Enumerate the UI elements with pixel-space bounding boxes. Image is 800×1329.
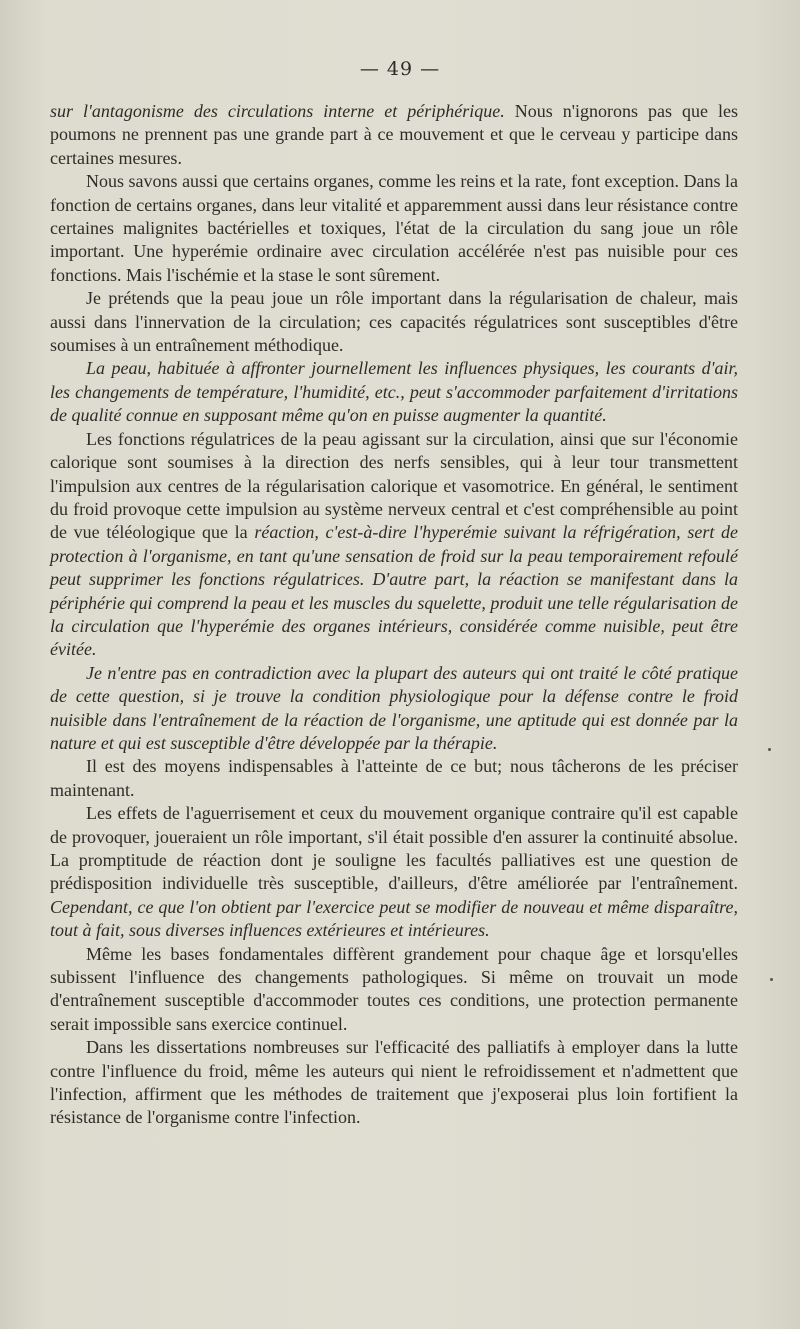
paragraph-1-text: Nous n'ignorons pas que les poumons ne prennent pas une grande part à ce mouvement et que le cerveau y participe dans certaines mesures.: [50, 101, 738, 168]
paragraph-1: [50, 100, 738, 170]
margin-speck: [768, 748, 771, 751]
paragraph-5: [50, 428, 738, 662]
body-text: [50, 100, 738, 1130]
paragraph-10: Dans les dissertations nombreuses sur l'efficacité des palliatifs à employer dans la lutte contre l'influence du froid, même les auteurs qui nient le refroidissement et n'admettent que l'infection, affirment que les méthodes de traitement que j'exposerai plus loin fortifient la résistance de l'organisme contre l'infection.: [50, 1037, 738, 1128]
page-number: — 49 —: [359, 58, 441, 80]
paragraph-8-italic: Cependant, ce que l'on obtient par l'exercice peut se modifier de nouveau et même disparaître, tout à fait, sous diverses influences extérieures et intérieures.: [50, 896, 738, 941]
paragraph-2: Nous savons aussi que certains organes, comme les reins et la rate, font exception. Dans la fonction de certains organes, dans leur vitalité et apparemment aussi dans leur résistance contre certaines malignites bactérielles et toxiques, l'état de la circulation du sang joue un rôle important. Une hyperémie ordinaire avec circulation accélérée n'est pas nuisible pour ces fonctions. Mais l'ischémie et la stase le sont sûrement.: [50, 171, 738, 285]
paragraph-1-italic: sur l'antagonisme des circulations interne et périphérique.: [50, 101, 505, 121]
paragraph-4: La peau, habituée à affronter journellement les influences physiques, les courants d'air, les changements de température, l'humidité, etc., peut s'accommoder parfaitement d'irritations de qualité connue en supposant même qu'on en puisse augmenter la quantité.: [50, 358, 738, 426]
paragraph-3: Je prétends que la peau joue un rôle important dans la régularisation de chaleur, mais aussi dans l'innervation de la circulation; ces capacités régulatrices sont susceptibles d'être soumises à un entraînement méthodique.: [50, 288, 738, 356]
paragraph-6: Je n'entre pas en contradiction avec la plupart des auteurs qui ont traité le côté pratique de cette question, si je trouve la condition physiologique pour la défense contre le froid nuisible dans l'entraînement de la réaction de l'organisme, une aptitude qui est donnée par la nature et qui est susceptible d'être développée par la thérapie.: [50, 662, 738, 753]
paragraph-5-italic: réaction, c'est-à-dire l'hyperémie suivant la réfrigération, sert de protection à l'organisme, en tant qu'une sensation de froid sur la peau temporairement refoulé peut supprimer les fonctions régulatrices. D'autre part, la réaction se manifestant dans la périphérie qui comprend la peau et les muscles du squelette, produit une telle régularisation de la circulation que l'hyperémie des organes intérieurs, considérée comme nuisible, peut être évitée.: [50, 522, 738, 660]
margin-speck: [770, 978, 773, 981]
paragraph-7: Il est des moyens indispensables à l'atteinte de ce but; nous tâcherons de les préciser maintenant.: [50, 756, 738, 800]
paragraph-5-text: Les fonctions régulatrices de la peau agissant sur la circulation, ainsi que sur l'économie calorique sont soumises à la direction des nerfs sensibles, qui à leur tour transmettent l'impulsion aux centres de la régularisation calorique et vasomotrice. En général, le sentiment du froid provoque cette impulsion au système nerveux central et c'est compréhensible au point de vue téléologique que la: [50, 428, 738, 543]
paragraph-8: [50, 802, 738, 942]
paragraph-9: Même les bases fondamentales diffèrent grandement pour chaque âge et lorsqu'elles subissent l'influence des changements pathologiques. Si même on trouvait un mode d'entraînement susceptible d'accommoder toutes ces conditions, une protection permanente serait impossible sans exercice continuel.: [50, 943, 738, 1034]
paragraph-8-text: Les effets de l'aguerrisement et ceux du mouvement organique contraire qu'il est capable de provoquer, joueraient un rôle important, s'il était possible d'en assurer la continuité absolue. La promptitude de réaction dont je souligne les facultés palliatives est une question de prédisposition individuelle très susceptible, d'ailleurs, d'être améliorée par l'entraînement.: [50, 803, 738, 894]
